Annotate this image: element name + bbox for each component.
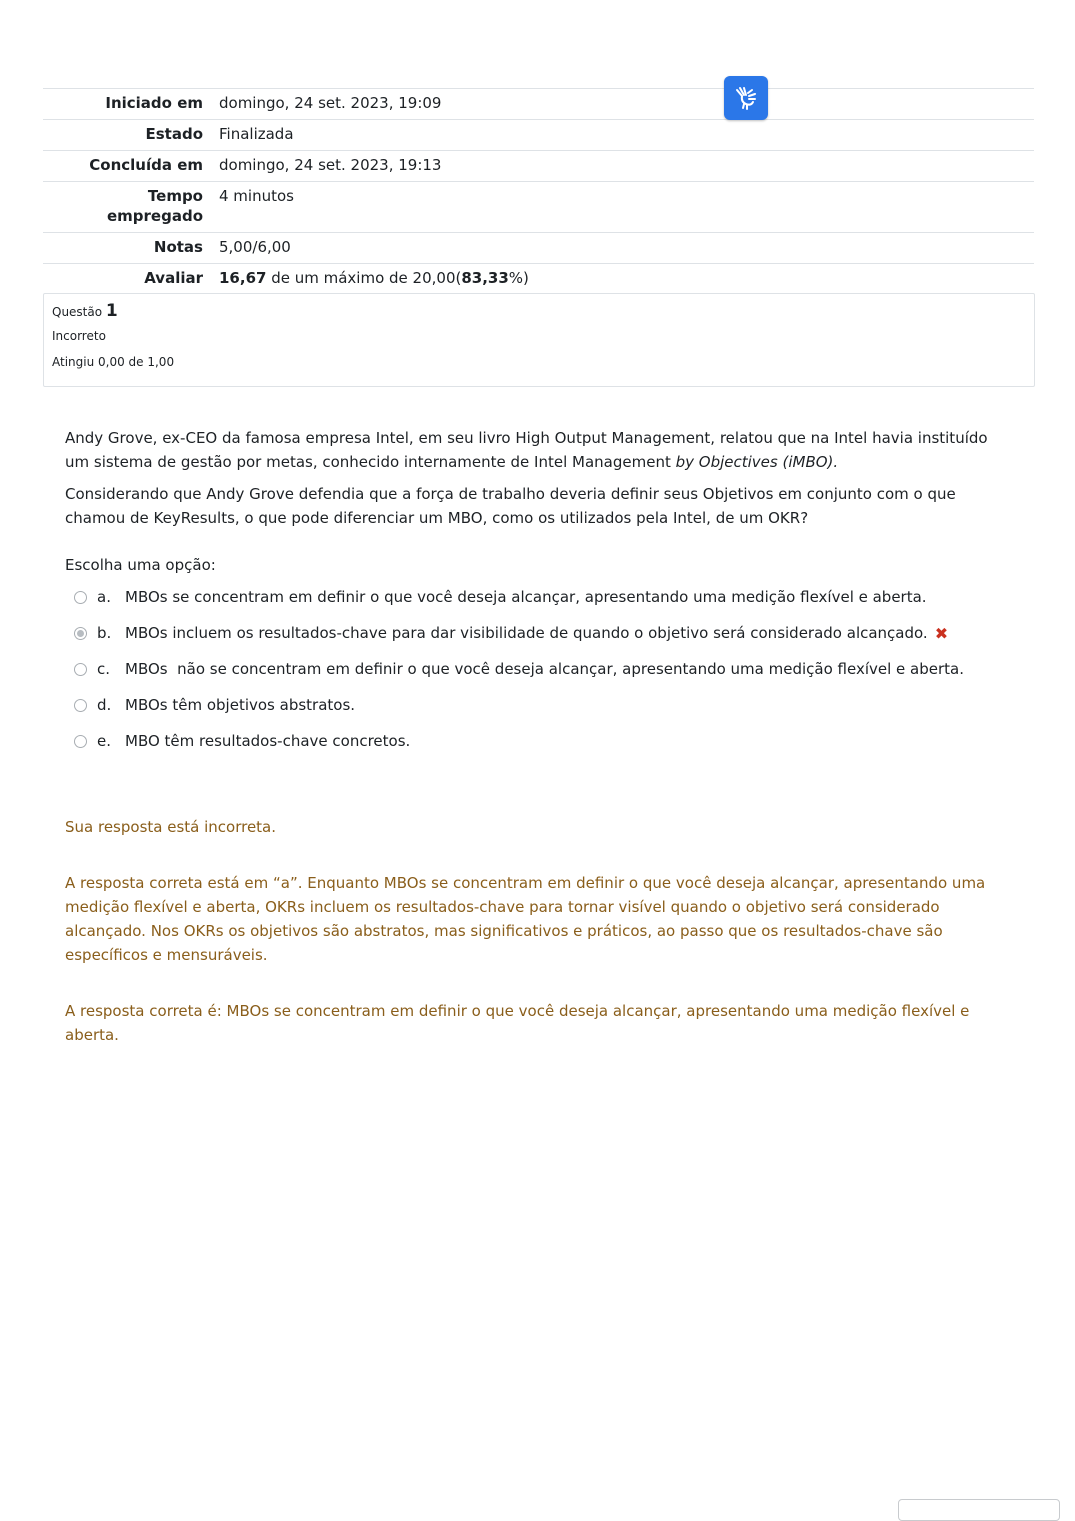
started-label: Iniciado em xyxy=(43,89,211,120)
summary-row-marks xyxy=(43,233,1034,264)
marks-value: 5,00/6,00 xyxy=(211,233,1034,264)
answer-option-e[interactable] xyxy=(74,730,964,752)
question-paragraph-2: Considerando que Andy Grove defendia que a força de trabalho deveria definir seus Objetivos em conjunto com o que chamou de KeyResults, o que pode diferenciar um MBO, como os utilizados pela Intel, de um OKR? xyxy=(65,485,956,527)
answer-radio-d[interactable] xyxy=(74,699,87,712)
grade-mid: de um máximo de 20,00( xyxy=(266,269,462,287)
answer-option-b[interactable] xyxy=(74,622,964,644)
completed-label: Concluída em xyxy=(43,151,211,182)
state-label: Estado xyxy=(43,120,211,151)
answer-option-c[interactable] xyxy=(74,658,964,680)
question-paragraph-1-main: Andy Grove, ex-CEO da famosa empresa Intel, em seu livro High Output Management, relatou que na Intel havia instituído um sistema de gestão por metas, conhecido internamente de Intel Management xyxy=(65,429,988,471)
answer-option-a[interactable] xyxy=(74,586,964,608)
answer-radio-e[interactable] xyxy=(74,735,87,748)
state-value: Finalizada xyxy=(211,120,1034,151)
feedback-general: A resposta correta está em “a”. Enquanto MBOs se concentram em definir o que você deseja alcançar, apresentando uma medição flexível e aberta, OKRs incluem os resultados-chave para tornar visível quando o objetivo será considerado alcançado. Nos OKRs os objetivos são abstratos, mas significativos e práticos, ao passo que os resultados-chave são específicos e mensuráveis. xyxy=(65,874,986,964)
completed-value: domingo, 24 set. 2023, 19:13 xyxy=(211,151,1034,182)
question-paragraph-1-italic: by Objectives (iMBO). xyxy=(675,453,839,471)
summary-row-state xyxy=(43,120,1034,151)
time-value: 4 minutos xyxy=(211,182,1034,233)
answer-radio-b[interactable] xyxy=(74,627,87,640)
answer-radio-a[interactable] xyxy=(74,591,87,604)
question-text xyxy=(65,426,1015,538)
answer-letter-e: e. xyxy=(97,732,111,750)
question-info-box xyxy=(43,293,1035,387)
grade-value xyxy=(211,264,1034,295)
answer-text-e: MBO têm resultados-chave concretos. xyxy=(125,732,411,750)
question-grade: Atingiu 0,00 de 1,00 xyxy=(52,355,175,369)
answer-letter-a: a. xyxy=(97,588,111,606)
grade-end: %) xyxy=(508,269,529,287)
sign-language-hands-icon xyxy=(732,84,760,112)
answer-text-b: MBOs incluem os resultados-chave para dar visibilidade de quando o objetivo será considerado alcançado. xyxy=(125,624,928,642)
summary-row-started xyxy=(43,89,1034,120)
answer-letter-b: b. xyxy=(97,624,112,642)
grade-label: Avaliar xyxy=(43,264,211,295)
quiz-summary-table xyxy=(43,88,1034,294)
answer-radio-c[interactable] xyxy=(74,663,87,676)
summary-row-time xyxy=(43,182,1034,233)
grade-score: 16,67 xyxy=(219,269,267,287)
feedback-section xyxy=(65,815,1005,1079)
vlibras-accessibility-button[interactable] xyxy=(724,76,768,120)
answer-options xyxy=(74,586,964,766)
answer-text-c: MBOs não se concentram em definir o que você deseja alcançar, apresentando uma medição flexível e aberta. xyxy=(125,660,964,678)
time-label: Tempo empregado xyxy=(43,182,211,233)
incorrect-icon: ✖ xyxy=(934,623,949,643)
bottom-navigation-button[interactable] xyxy=(898,1499,1060,1521)
question-paragraph-1 xyxy=(65,426,1015,474)
question-prefix: Questão xyxy=(52,305,103,319)
feedback-incorrect: Sua resposta está incorreta. xyxy=(65,818,277,836)
grade-percent: 83,33 xyxy=(461,269,509,287)
started-value: domingo, 24 set. 2023, 19:09 xyxy=(211,89,1034,120)
summary-row-grade xyxy=(43,264,1034,295)
summary-row-completed xyxy=(43,151,1034,182)
marks-label: Notas xyxy=(43,233,211,264)
answer-letter-d: d. xyxy=(97,696,112,714)
answer-text-d: MBOs têm objetivos abstratos. xyxy=(125,696,356,714)
question-state: Incorreto xyxy=(52,329,106,343)
question-number xyxy=(52,301,1026,321)
answer-option-d[interactable] xyxy=(74,694,964,716)
answer-prompt: Escolha uma opção: xyxy=(65,556,216,574)
question-number-value: 1 xyxy=(105,301,118,321)
answer-letter-c: c. xyxy=(97,660,111,678)
feedback-right-answer: A resposta correta é: MBOs se concentram em definir o que você deseja alcançar, apresentando uma medição flexível e aberta. xyxy=(65,1002,970,1044)
answer-text-a: MBOs se concentram em definir o que você deseja alcançar, apresentando uma medição flexível e aberta. xyxy=(125,588,927,606)
